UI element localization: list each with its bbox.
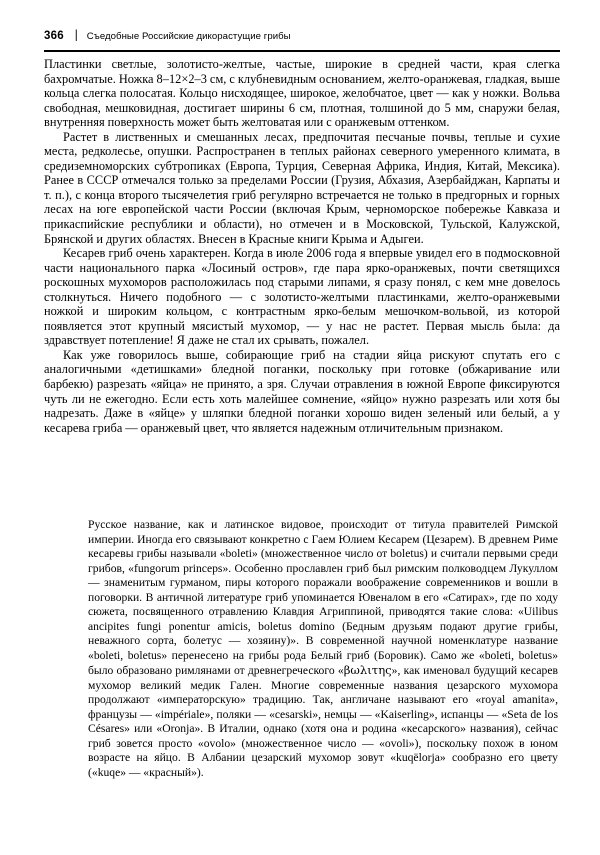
latin-term: boleti, boletus [93,648,162,662]
latin-term: impériale [160,707,205,721]
main-text-column [44,57,560,435]
latin-term: boletus [390,547,424,560]
greek-term: βωλιτης [343,663,392,677]
latin-term: royal amanita [481,693,550,706]
latin-term: Oronja [162,722,195,735]
body-paragraph-1: Пластинки светлые, золотисто-желтые, частые, широкие в средней части, края слегка бахромчатые. Ножка 8–12×2–3 см, с клубневидным основанием, желто-оранжевая, гладкая, выше кольца слегка полосатая. Кольцо нисходящее, широкое, желобчатое, цвет — как у ножки. Вольва свободная, мешковидная, достигает ширины 6 см, плотная, толшиной до 5 мм, снаружи белая, внутренняя поверхность может быть желтоватая или с оранжевым оттенком. [44,57,560,130]
header-rule [44,50,560,52]
latin-term: ovoli [384,736,409,750]
running-head-separator: | [74,29,78,42]
page-number: 366 [44,30,64,43]
latin-term: Kaiserling [380,707,429,721]
latin-term: cesarski [274,707,313,721]
running-head-title: Съедобные Российские дикорастущие грибы [86,31,291,43]
note-paragraph: Русское название, как и латинское видовое, происходит от титула правителей Римской империи. Иногда его связывают конкретно с Гаем Юлием Кесарем (Цезарем). В древнем Риме кесаревы грибы называли «boleti» (множественное число от boletus) и считали первыми среди грибов, «fungorum princeps». Особенно прославлен гриб был римским полководцем Лукуллом — знаменитым гурманом, пиры которого поражали воображение современников и вошли в поговорки. В античной литературе гриб упоминается Ювеналом в его «Сатирах», где по ходу сюжета, посвященного отравлению Клавдия Агриппиной, приводятся такие слова: «Uilibus ancipites fungi ponentur amicis, boletus domino (Бедным друзьям подают другие грибы, неважного сорта, болетус — хозяину)». В современной научной номенклатуре название «boleti, boletus» перенесено на грибы рода Белый гриб (Боровик). Само же «boleti, boletus» было образовано римлянами от древнегреческого «βωλιτης», как именовал будущий кесарев мухомор великий медик Гален. Многие современные названия цезарского мухомора продолжают «императорскую» традицию. Так, англичане называют его «royal amanita», французы — «impériale», поляки — «cesarski», немцы — «Kaiserling», испанцы — «Seta de los Césares» или «Oronja». В Италии, однако (хотя она и родина «кесарского» названия), сейчас гриб зовется просто «ovolo» (множественное число — «ovoli»), поскольку похож в юном возрасте на яйцо. В Албании цезарский мухомор зовут «kuqëlorja» сообразно его цвету («kuqe» — «красный»). [88,518,559,779]
latin-term: Seta de los Césares [88,707,558,735]
latin-term: kuqëlorja [396,751,440,764]
body-paragraph-3: Кесарев гриб очень характерен. Когда в июле 2006 года я впервые увидел его в подмосковной части национального парка «Лосиный остров», где пара ярко-оранжевых, почти светящихся роскошных мухоморов расположилась под старыми липами, я сразу понял, с кем мне довелось столкнуться. Ничего подобного — с золотисто-желтыми пластинками, желто-оранжевыми ножкой и широким кольцом, с контрастным ярко-белым мешочком-вольвой, из которой появляется этот крупный мясистый мухомор, — у нас не растет. Первая мысль была: да здравствует потепление! Я даже не стал их срывать, пожалел. [44,246,560,348]
latin-term: fungorum princeps [134,561,223,575]
latin-term: Uilibus ancipites fungi ponentur amicis, boletus domino [88,605,558,633]
latin-term: boleti [225,547,252,560]
latin-term: kuqe [97,765,121,779]
body-paragraph-2: Растет в лиственных и смешанных лесах, предпочитая песчаные почвы, теплые и сухие места, редколесье, опушки. Распространен в теплых районах северного умеренного климата, в средиземноморских субтропиках (Европа, Турция, Северная Африка, Индия, Китай, Мексика). Ранее в СССР отмечался только за пределами России (Грузия, Абхазия, Азербайджан, Карпаты и т. п.), с конца второго тысячелетия гриб регулярно встречается не только в предгорных и горных лесах на юге европейской части России (включая Крым, черноморское побережье Кавказа и прикаспийские республики и области), но отмечен и в Московской, Тульской, Калужской, Брянской и других областях. Внесен в Красные книги Крыма и Адыгеи. [44,129,560,246]
latin-term: ovolo [203,736,231,750]
running-head [44,27,560,47]
body-paragraph-4: Как уже говорилось выше, собирающие гриб на стадии яйца рискуют спутать его с аналогичными «детишками» бледной поганки, поскольку при готовке (обжаривание или барбекю) разрезать «яйца» не принято, а зря. Случаи отравления в южной Европе фиксируются чуть ли не ежегодно. Если есть хоть малейшее сомнение, «яйцо» нужно разрезать или хотя бы надрезать. Даже в «яйце» у шляпки бледной поганки хорошо виден зеленый или белый, а у кесарева гриба — оранжевый цвет, что является надежным отличительным признаком. [44,347,560,435]
note-block [88,518,558,780]
latin-term: boleti, boletus [484,648,553,662]
